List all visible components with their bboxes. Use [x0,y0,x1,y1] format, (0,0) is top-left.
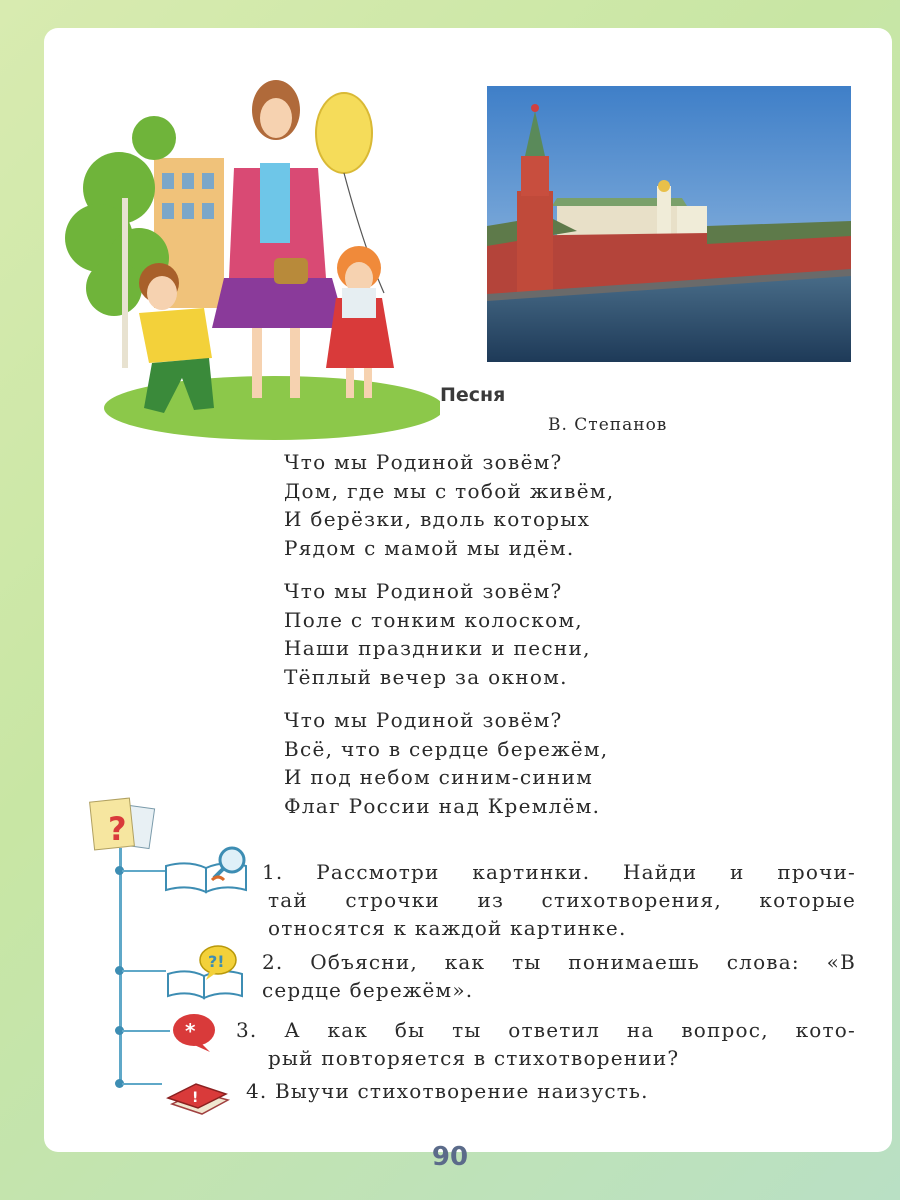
task-1 [262,858,856,942]
poem-author: В. Степанов [548,415,668,435]
task-4 [246,1077,846,1105]
poem-line: Флаг России над Кремлём. [284,793,601,818]
svg-text:?: ? [108,810,127,848]
poem-line: Всё, что в сердце бережём, [284,736,609,761]
poem-line: И берёзки, вдоль которых [284,507,591,531]
task-line: 2. Объясни, как ты понимаешь слова: «В [262,950,856,974]
task-line: тай строчки из стихотворения, которые [268,888,856,912]
red-book-icon [162,1074,234,1120]
poem-line: Что мы Родиной зовём? [284,708,563,732]
poem-line: Дом, где мы с тобой живём, [284,478,615,503]
task-line: относятся к каждой картинке. [268,916,627,940]
page-number: 90 [431,1142,469,1172]
question-note-icon [86,796,158,854]
connector-branch [122,1030,170,1032]
poem-line: И под небом синим-синим [284,765,594,789]
poem-line: Наши праздники и песни, [284,636,591,660]
task-line: сердце бережём». [262,978,474,1002]
family-illustration [64,78,440,440]
poem-line: Рядом с мамой мы идём. [284,535,575,560]
task-line: 3. А как бы ты ответил на вопрос, кото- [236,1018,856,1042]
poem-line: Что мы Родиной зовём? [284,450,563,474]
svg-text:?!: ?! [208,952,225,971]
task-3 [236,1016,856,1072]
svg-text:*: * [185,1019,196,1043]
task-2 [262,948,856,1004]
task-line: 4. Выучи стихотворение наизусть. [246,1079,649,1103]
poem-text [284,448,614,835]
poem-title: Песня [440,384,506,406]
poem-stanza [284,706,614,820]
book-magnifier-icon [162,844,258,896]
connector-branch [122,970,166,972]
poem-line: Тёплый вечер за окном. [284,664,568,689]
connector-branch [122,870,166,872]
task-line: 1. Рассмотри картинки. Найди и прочи- [262,860,856,884]
kremlin-photo [487,86,851,362]
connector-branch [122,1083,162,1085]
task-line: рый повторяется в стихотворении? [268,1046,680,1070]
poem-line: Что мы Родиной зовём? [284,579,563,603]
svg-text:!: ! [192,1090,199,1106]
poem-stanza [284,448,614,562]
poem-stanza [284,577,614,691]
poem-line: Поле с тонким колоском, [284,607,583,632]
book-speech-icon [164,944,248,1002]
speech-bubble-icon [170,1012,220,1054]
